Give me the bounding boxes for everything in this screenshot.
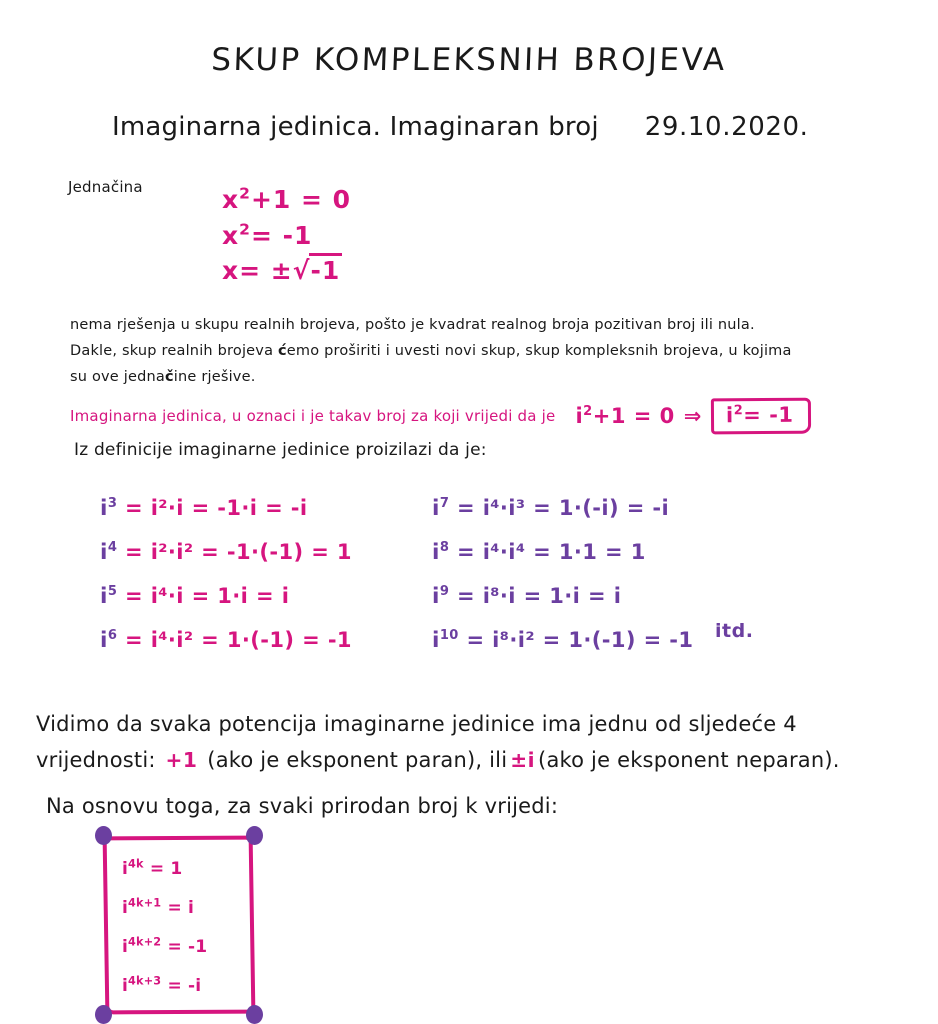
eq3-lhs: x xyxy=(222,256,240,285)
i7-body: = i⁴·i³ = 1·(-i) = -i xyxy=(449,496,670,520)
definition-row xyxy=(70,398,920,434)
i3-exponent: 3 xyxy=(107,496,118,511)
p1l2-c: emo proširiti i uvesti novi skup, skup kompleksnih brojeva, u kojima xyxy=(286,343,792,359)
i9-body: = i⁸·i = 1·i = i xyxy=(449,584,622,608)
final-4k2-rhs: = -1 xyxy=(167,937,208,957)
power-row-i8 xyxy=(432,530,693,574)
i8-exponent: 8 xyxy=(439,540,450,555)
page-title: SKUP KOMPLEKSNIH BROJEVA xyxy=(210,42,728,78)
definition-equation xyxy=(575,404,674,428)
i6-base: i xyxy=(100,628,108,653)
p2l2-b: (ako je eksponent paran), ili xyxy=(200,748,508,772)
date-text: 29.10.2020. xyxy=(644,112,809,142)
i3-base: i xyxy=(100,496,108,521)
final-4k2-exponent: 4k+2 xyxy=(128,935,162,949)
final-4k1-rhs: = i xyxy=(167,898,195,918)
p1l3-a: su ove jedna xyxy=(70,369,165,385)
paragraph-1-line-2 xyxy=(70,338,870,364)
final-4k2-base: i xyxy=(122,937,129,957)
p1l3-c: ine rješive. xyxy=(173,369,256,385)
power-row-i3 xyxy=(100,486,352,530)
subtitle-text: Imaginarna jedinica. Imaginaran broj xyxy=(112,112,599,142)
paragraph-1-line-1: nema rješenja u skupu realnih brojeva, pošto je kvadrat realnog broja pozitivan broj ili nula. xyxy=(70,317,755,333)
equation-line-1 xyxy=(222,182,351,218)
i6-exponent: 6 xyxy=(107,628,118,643)
eq1-rest: +1 = 0 xyxy=(250,185,352,214)
corner-dot-bottom-left xyxy=(95,1005,112,1024)
derivation-intro: Iz definicije imaginarne jedinice proizilazi da je: xyxy=(74,440,487,460)
boxed-rest: = -1 xyxy=(742,402,794,428)
eq3-rest: = ± xyxy=(239,256,293,285)
eq1-exponent: 2 xyxy=(239,184,251,203)
i10-exponent: 10 xyxy=(439,628,459,643)
final-4k3-exponent: 4k+3 xyxy=(128,974,162,988)
final-4k1-base: i xyxy=(122,898,129,918)
boxed-base: i xyxy=(725,403,734,428)
powers-left-column xyxy=(100,486,352,662)
i10-body: = i⁸·i² = 1·(-1) = -1 xyxy=(458,628,694,652)
eq2-lhs: x xyxy=(222,220,240,250)
power-row-i10 xyxy=(432,618,693,662)
eq2-exponent: 2 xyxy=(239,220,251,239)
equation-block-1 xyxy=(222,182,351,289)
powers-grid xyxy=(0,486,938,666)
eq3-radicand: -1 xyxy=(309,253,342,285)
i7-base: i xyxy=(432,496,440,521)
power-row-i7 xyxy=(432,486,693,530)
corner-dot-top-right xyxy=(246,826,263,845)
final-row-4k3 xyxy=(122,967,272,1006)
subtitle-row xyxy=(112,112,922,142)
i4-exponent: 4 xyxy=(107,540,118,555)
i7-exponent: 7 xyxy=(439,496,450,511)
def-eq-exponent: 2 xyxy=(583,404,593,419)
final-4k-rhs: = 1 xyxy=(149,859,183,879)
paragraph-2 xyxy=(36,706,926,778)
etc-label: itd. xyxy=(715,620,754,642)
paragraph-1 xyxy=(70,312,870,390)
p1l3-b: č xyxy=(164,369,174,385)
radical-sign: √ xyxy=(292,256,311,285)
equation-line-2 xyxy=(222,218,351,254)
implication-arrow-icon: ⇒ xyxy=(683,404,702,428)
boxed-exponent: 2 xyxy=(733,403,743,419)
p2l2-a: vrijednosti: xyxy=(36,748,163,772)
final-row-4k2 xyxy=(122,928,272,967)
final-row-4k1 xyxy=(122,889,272,928)
value-odd-exponent: ±i xyxy=(510,748,536,772)
final-4k1-exponent: 4k+1 xyxy=(128,896,162,910)
final-4k3-base: i xyxy=(122,976,129,996)
def-eq-rest: +1 = 0 xyxy=(592,404,675,428)
paragraph-2-line-2 xyxy=(36,742,926,778)
final-4k3-rhs: = -i xyxy=(167,976,202,996)
i6-body: = i⁴·i² = 1·(-1) = -1 xyxy=(117,628,352,652)
paragraph-3: Na osnovu toga, za svaki prirodan broj k vrijedi: xyxy=(46,794,559,818)
boxed-identity xyxy=(710,398,810,435)
i4-body: = i²·i² = -1·(-1) = 1 xyxy=(117,540,352,564)
i5-body: = i⁴·i = 1·i = i xyxy=(117,584,290,608)
p2l2-c: (ako je eksponent neparan). xyxy=(538,748,840,772)
power-row-i6 xyxy=(100,618,352,662)
final-4k-base: i xyxy=(122,859,129,879)
final-4k-exponent: 4k xyxy=(128,857,144,871)
def-eq-base: i xyxy=(575,404,584,428)
power-row-i4 xyxy=(100,530,352,574)
value-even-exponent: +1 xyxy=(165,748,198,772)
power-row-i5 xyxy=(100,574,352,618)
paragraph-1-line-3 xyxy=(70,364,870,390)
eq2-rest: = -1 xyxy=(250,220,313,250)
i4-base: i xyxy=(100,540,108,565)
corner-dot-bottom-right xyxy=(246,1005,263,1024)
jednacina-label: Jednačina xyxy=(68,178,143,196)
p1l2-a: Dakle, skup realnih brojeva xyxy=(70,343,278,359)
i9-base: i xyxy=(432,584,440,609)
final-row-4k xyxy=(122,850,272,889)
final-formula-box-wrapper xyxy=(104,836,254,1014)
p1l2-b: ć xyxy=(277,343,287,359)
eq1-lhs: x xyxy=(222,185,240,214)
powers-right-column xyxy=(432,486,693,662)
corner-dot-top-left xyxy=(95,826,112,845)
i10-base: i xyxy=(432,628,440,653)
i8-base: i xyxy=(432,540,440,565)
power-row-i9 xyxy=(432,574,693,618)
i5-exponent: 5 xyxy=(107,584,118,599)
i8-body: = i⁴·i⁴ = 1·1 = 1 xyxy=(449,540,646,564)
final-formula-list xyxy=(122,850,272,1006)
definition-text: Imaginarna jedinica, u oznaci i je takav broj za koji vrijedi da je xyxy=(70,407,556,425)
i5-base: i xyxy=(100,584,108,609)
i9-exponent: 9 xyxy=(439,584,450,599)
equation-line-3 xyxy=(222,253,351,289)
paragraph-2-line-1: Vidimo da svaka potencija imaginarne jedinice ima jednu od sljedeće 4 xyxy=(36,712,797,736)
i3-body: = i²·i = -1·i = -i xyxy=(117,496,308,520)
